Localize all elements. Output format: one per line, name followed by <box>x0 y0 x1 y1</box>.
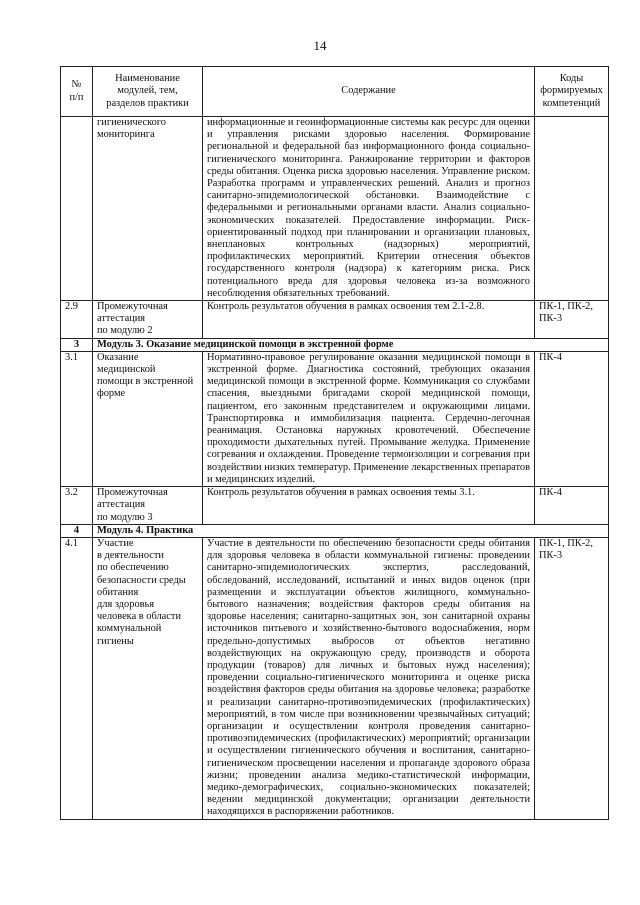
table-row <box>61 351 609 486</box>
table-row <box>61 117 609 301</box>
module-row <box>61 338 609 351</box>
row-content: Контроль результатов обучения в рамках освоения тем 2.1-2.8. <box>203 301 535 339</box>
row-codes <box>535 117 609 301</box>
module-title: Модуль 3. Оказание медицинской помощи в экстренной форме <box>93 338 609 351</box>
module-title: Модуль 4. Практика <box>93 524 609 537</box>
row-content: информационные и геоинформационные системы как ресурс для оценки и управления рисками здоровью населения. Формирование региональной и федеральной баз информационного фонда социально-гигиенического мониторинга. Ранжирование территории и факторов среды обитания. Оценка риска здоровью населения. Управление риском. Разработка программ и управленческих решений. Анализ и прогноз санитарно-эпидемиологической обстановки. Взаимодействие с федеральными и региональными органами власти. Анализ социально-экономических показателей. Предоставление информации. Риск-ориентированный подход при планировании и организации плановых, внеплановых контрольных (надзорных) мероприятий, профилактических мероприятий. Критерии отнесения объектов государственного контроля (надзора) к категориям риска. Риск потенциального вреда для здоровья человека из-за возможного несоблюдения обязательных требований. <box>203 117 535 301</box>
header-num: № п/п <box>61 67 93 117</box>
row-content: Контроль результатов обучения в рамках освоения темы 3.1. <box>203 487 535 525</box>
table-header <box>61 67 609 117</box>
row-content: Участие в деятельности по обеспечению безопасности среды обитания для здоровья человека в области коммунальной гигиены: проведении санитарно-эпидемиологических экспертиз, расследований, обследований, исследований, испытаний и иных видов оценок (при размещении и эксплуатации объектов жилищного, коммунально-бытового назначения; воздействия факторов среды обитания на здоровье населения; санитарно-защитных зон, зон санитарной охраны источников питьевого и хозяйственно-бытового водоснабжения, норм предельно-допустимых выбросов от объектов негативно воздействующих на окружающую среду, производств и оборота продукции (товаров) для личных и бытовых нужд населения); проведении социально-гигиенического мониторинга и оценке риска воздействия факторов среды обитания на здоровье человека; разработке и реализации санитарно-противоэпидемических (профилактических) мероприятий, в том числе при возникновении чрезвычайных ситуаций; организации и осуществлении контроля проведения санитарно-противоэпидемических (профилактических) мероприятий; организации и осуществлении гигиенического обучения и воспитания, санитарно-гигиеническом просвещении населения и пропаганде здорового образа жизни; проведении анализа медико-статистической информации, медико-демографических, социально-экономических показателей; ведении медицинской документации; организации деятельности находящихся в распоряжении работников. <box>203 537 535 819</box>
table-body <box>61 117 609 820</box>
page-number: 14 <box>313 38 327 53</box>
table-row <box>61 301 609 339</box>
module-number: 4 <box>61 524 93 537</box>
header-name: Наименование модулей, тем, разделов практики <box>93 67 203 117</box>
row-codes: ПК-4 <box>535 351 609 486</box>
row-codes: ПК-1, ПК-2, ПК-3 <box>535 537 609 819</box>
row-codes: ПК-4 <box>535 487 609 525</box>
module-row <box>61 524 609 537</box>
row-name: Промежуточная аттестация по модулю 3 <box>93 487 203 525</box>
curriculum-table <box>60 66 609 820</box>
table-row <box>61 537 609 819</box>
row-name: Оказание медицинской помощи в экстренной форме <box>93 351 203 486</box>
row-name: гигиенического мониторинга <box>93 117 203 301</box>
row-number: 3.1 <box>61 351 93 486</box>
table-row <box>61 487 609 525</box>
header-codes: Коды формируемых компетенций <box>535 67 609 117</box>
row-name: Участие в деятельности по обеспечению безопасности среды обитания для здоровья человека в области коммунальной гигиены <box>93 537 203 819</box>
row-number <box>61 117 93 301</box>
row-number: 4.1 <box>61 537 93 819</box>
row-name: Промежуточная аттестация по модулю 2 <box>93 301 203 339</box>
row-content: Нормативно-правовое регулирование оказания медицинской помощи в экстренной форме. Диагностика состояний, требующих оказания медицинской помощи в экстренной форме. Коммуникация со службами спасения, выездными бригадами скорой медицинской помощи, пациентом, его законным представителем и окружающими лицами. Транспортировка и иммобилизация пациента. Сердечно-легочная реанимация. Остановка наружных кровотечений. Обеспечение проходимости дыхательных путей. Промывание желудка. Применение согревания и охлаждения. Проведение термоизоляции и согревания при воздействии низких температур. Применение лекарственных препаратов и медицинских изделий. <box>203 351 535 486</box>
module-number: 3 <box>61 338 93 351</box>
row-codes: ПК-1, ПК-2, ПК-3 <box>535 301 609 339</box>
row-number: 3.2 <box>61 487 93 525</box>
header-content: Содержание <box>203 67 535 117</box>
row-number: 2.9 <box>61 301 93 339</box>
